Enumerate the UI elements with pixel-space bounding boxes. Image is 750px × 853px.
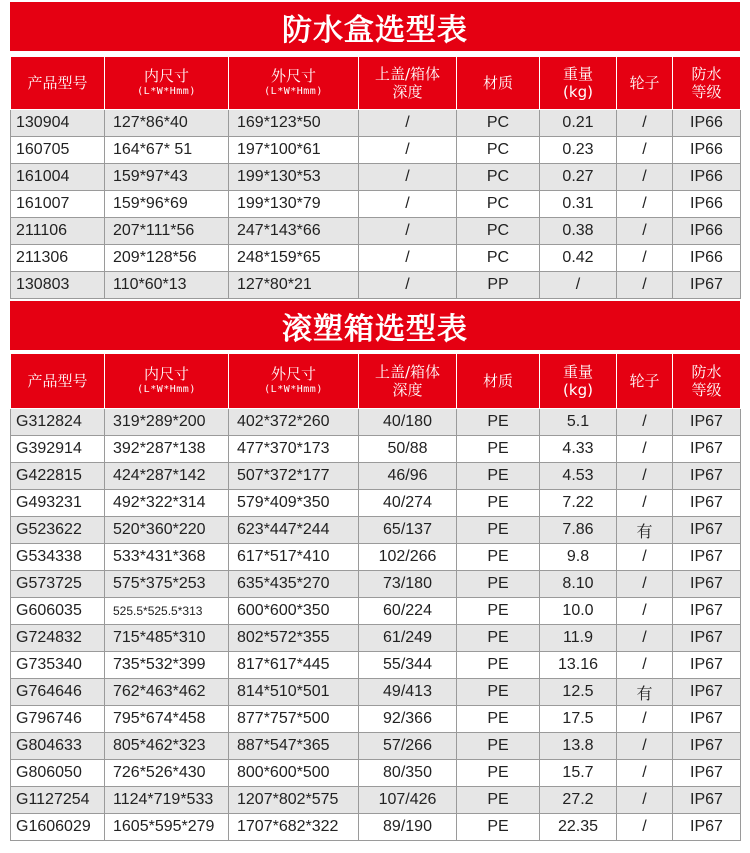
model-cell: G392914 [11,436,105,463]
weight-cell: 0.23 [540,137,617,164]
depth-cell: 40/180 [359,409,457,436]
depth-cell: 50/88 [359,436,457,463]
rating-cell: IP67 [673,571,741,598]
rating-cell: IP67 [673,463,741,490]
rating-cell: IP67 [673,598,741,625]
table-row [11,436,741,463]
model-cell: G606035 [11,598,105,625]
table-row [11,463,741,490]
model-cell: G523622 [11,517,105,544]
weight-cell: 5.1 [540,409,617,436]
rating-cell: IP66 [673,137,741,164]
table-row [11,544,741,571]
weight-cell: 7.86 [540,517,617,544]
depth-cell: / [359,245,457,272]
rating-cell: IP66 [673,110,741,137]
outer-size-cell: 579*409*350 [229,490,359,517]
weight-cell: 4.33 [540,436,617,463]
wheels-cell: / [617,706,673,733]
header-outer-size: 外尺寸 (L*W*Hmm) [229,57,359,110]
header-wheels: 轮子 [617,354,673,409]
depth-cell: 89/190 [359,814,457,841]
inner-size-cell: 520*360*220 [105,517,229,544]
model-cell: G1127254 [11,787,105,814]
inner-size-cell: 735*532*399 [105,652,229,679]
material-cell: PC [457,164,540,191]
depth-cell: 46/96 [359,463,457,490]
header-wheels: 轮子 [617,57,673,110]
table-row [11,272,741,299]
wheels-cell: / [617,571,673,598]
model-cell: 130904 [11,110,105,137]
weight-cell: 9.8 [540,544,617,571]
weight-cell: 13.16 [540,652,617,679]
outer-size-cell: 1207*802*575 [229,787,359,814]
inner-size-cell: 164*67* 51 [105,137,229,164]
weight-cell: 15.7 [540,760,617,787]
depth-cell: / [359,137,457,164]
header-weight: 重量 (kg) [540,57,617,110]
table-row [11,625,741,652]
rating-cell: IP67 [673,679,741,706]
table-row [11,760,741,787]
outer-size-cell: 477*370*173 [229,436,359,463]
weight-cell: 0.21 [540,110,617,137]
weight-cell: 11.9 [540,625,617,652]
wheels-cell: / [617,787,673,814]
rotomolded-box-title: 滚塑箱选型表 [10,301,740,350]
rating-cell: IP67 [673,409,741,436]
material-cell: PE [457,733,540,760]
depth-cell: / [359,164,457,191]
material-cell: PE [457,679,540,706]
rating-cell: IP66 [673,245,741,272]
weight-cell: 27.2 [540,787,617,814]
inner-size-cell: 207*111*56 [105,218,229,245]
weight-cell: 7.22 [540,490,617,517]
depth-cell: 80/350 [359,760,457,787]
table-row [11,598,741,625]
depth-cell: / [359,272,457,299]
model-cell: G573725 [11,571,105,598]
table-row [11,218,741,245]
outer-size-cell: 199*130*53 [229,164,359,191]
depth-cell: 49/413 [359,679,457,706]
outer-size-cell: 887*547*365 [229,733,359,760]
outer-size-cell: 402*372*260 [229,409,359,436]
model-cell: 161004 [11,164,105,191]
material-cell: PE [457,463,540,490]
material-cell: PP [457,272,540,299]
wheels-cell: / [617,760,673,787]
outer-size-cell: 600*600*350 [229,598,359,625]
depth-cell: 61/249 [359,625,457,652]
material-cell: PE [457,571,540,598]
wheels-cell: / [617,598,673,625]
weight-cell: 4.53 [540,463,617,490]
material-cell: PE [457,814,540,841]
table-row [11,814,741,841]
material-cell: PE [457,706,540,733]
depth-cell: / [359,110,457,137]
depth-cell: 73/180 [359,571,457,598]
depth-cell: 92/366 [359,706,457,733]
header-weight: 重量 (kg) [540,354,617,409]
rating-cell: IP67 [673,436,741,463]
table-row [11,733,741,760]
table-row [11,652,741,679]
weight-cell: 0.31 [540,191,617,218]
wheels-cell: 有 [617,517,673,544]
header-inner-size: 内尺寸 (L*W*Hmm) [105,354,229,409]
material-cell: PE [457,544,540,571]
wheels-cell: / [617,733,673,760]
wheels-cell: / [617,463,673,490]
outer-size-cell: 623*447*244 [229,517,359,544]
model-cell: G806050 [11,760,105,787]
inner-size-cell: 715*485*310 [105,625,229,652]
rating-cell: IP67 [673,490,741,517]
weight-cell: 12.5 [540,679,617,706]
wheels-cell: / [617,814,673,841]
material-cell: PE [457,517,540,544]
weight-cell: 10.0 [540,598,617,625]
rating-cell: IP67 [673,733,741,760]
material-cell: PC [457,218,540,245]
header-material: 材质 [457,354,540,409]
rating-cell: IP67 [673,814,741,841]
rating-cell: IP67 [673,544,741,571]
inner-size-cell: 525.5*525.5*313 [105,598,229,625]
rating-cell: IP66 [673,164,741,191]
weight-cell: 0.42 [540,245,617,272]
table-row [11,787,741,814]
rating-cell: IP67 [673,625,741,652]
table-row [11,409,741,436]
depth-cell: 65/137 [359,517,457,544]
wheels-cell: / [617,544,673,571]
depth-cell: 107/426 [359,787,457,814]
wheels-cell: / [617,272,673,299]
model-cell: G493231 [11,490,105,517]
inner-size-cell: 209*128*56 [105,245,229,272]
model-cell: 160705 [11,137,105,164]
model-cell: 161007 [11,191,105,218]
material-cell: PE [457,409,540,436]
depth-cell: 57/266 [359,733,457,760]
wheels-cell: / [617,110,673,137]
model-cell: 211306 [11,245,105,272]
table-row [11,191,741,218]
inner-size-cell: 127*86*40 [105,110,229,137]
table-row [11,137,741,164]
inner-size-cell: 159*96*69 [105,191,229,218]
table-row [11,164,741,191]
wheels-cell: / [617,436,673,463]
weight-cell: 0.38 [540,218,617,245]
depth-cell: / [359,218,457,245]
rating-cell: IP67 [673,517,741,544]
model-cell: G534338 [11,544,105,571]
inner-size-cell: 575*375*253 [105,571,229,598]
header-model: 产品型号 [11,354,105,409]
outer-size-cell: 127*80*21 [229,272,359,299]
table-row [11,245,741,272]
outer-size-cell: 635*435*270 [229,571,359,598]
wheels-cell: / [617,191,673,218]
weight-cell: 0.27 [540,164,617,191]
material-cell: PE [457,787,540,814]
model-cell: 211106 [11,218,105,245]
material-cell: PE [457,760,540,787]
waterproof-box-title: 防水盒选型表 [10,2,740,51]
header-outer-size: 外尺寸 (L*W*Hmm) [229,354,359,409]
header-model: 产品型号 [11,57,105,110]
inner-size-cell: 533*431*368 [105,544,229,571]
rating-cell: IP67 [673,706,741,733]
outer-size-cell: 814*510*501 [229,679,359,706]
weight-cell: / [540,272,617,299]
model-cell: G804633 [11,733,105,760]
material-cell: PC [457,245,540,272]
material-cell: PE [457,625,540,652]
rating-cell: IP66 [673,218,741,245]
rating-cell: IP66 [673,191,741,218]
outer-size-cell: 248*159*65 [229,245,359,272]
table-header-row [11,354,741,409]
inner-size-cell: 726*526*430 [105,760,229,787]
depth-cell: / [359,191,457,218]
weight-cell: 17.5 [540,706,617,733]
inner-size-cell: 392*287*138 [105,436,229,463]
wheels-cell: / [617,218,673,245]
wheels-cell: 有 [617,679,673,706]
header-rating: 防水 等级 [673,57,741,110]
outer-size-cell: 199*130*79 [229,191,359,218]
table-row [11,490,741,517]
rating-cell: IP67 [673,760,741,787]
outer-size-cell: 197*100*61 [229,137,359,164]
table-row [11,571,741,598]
rating-cell: IP67 [673,787,741,814]
header-rating: 防水 等级 [673,354,741,409]
table-row [11,706,741,733]
inner-size-cell: 492*322*314 [105,490,229,517]
material-cell: PE [457,598,540,625]
material-cell: PC [457,110,540,137]
model-cell: G312824 [11,409,105,436]
model-cell: G796746 [11,706,105,733]
weight-cell: 22.35 [540,814,617,841]
table-row [11,679,741,706]
model-cell: G735340 [11,652,105,679]
table-row [11,517,741,544]
wheels-cell: / [617,137,673,164]
model-cell: G724832 [11,625,105,652]
wheels-cell: / [617,245,673,272]
material-cell: PC [457,191,540,218]
weight-cell: 13.8 [540,733,617,760]
inner-size-cell: 1605*595*279 [105,814,229,841]
material-cell: PE [457,490,540,517]
header-depth: 上盖/箱体 深度 [359,57,457,110]
depth-cell: 40/274 [359,490,457,517]
outer-size-cell: 800*600*500 [229,760,359,787]
depth-cell: 60/224 [359,598,457,625]
table-row [11,110,741,137]
depth-cell: 102/266 [359,544,457,571]
inner-size-cell: 159*97*43 [105,164,229,191]
material-cell: PE [457,652,540,679]
rotomolded-box-table [10,353,741,841]
header-material: 材质 [457,57,540,110]
rating-cell: IP67 [673,652,741,679]
outer-size-cell: 247*143*66 [229,218,359,245]
material-cell: PE [457,436,540,463]
depth-cell: 55/344 [359,652,457,679]
inner-size-cell: 1124*719*533 [105,787,229,814]
wheels-cell: / [617,409,673,436]
model-cell: G764646 [11,679,105,706]
outer-size-cell: 877*757*500 [229,706,359,733]
table-header-row [11,57,741,110]
outer-size-cell: 617*517*410 [229,544,359,571]
outer-size-cell: 169*123*50 [229,110,359,137]
wheels-cell: / [617,490,673,517]
header-inner-size: 内尺寸 (L*W*Hmm) [105,57,229,110]
material-cell: PC [457,137,540,164]
outer-size-cell: 507*372*177 [229,463,359,490]
model-cell: 130803 [11,272,105,299]
inner-size-cell: 424*287*142 [105,463,229,490]
wheels-cell: / [617,652,673,679]
outer-size-cell: 1707*682*322 [229,814,359,841]
wheels-cell: / [617,625,673,652]
inner-size-cell: 110*60*13 [105,272,229,299]
outer-size-cell: 817*617*445 [229,652,359,679]
model-cell: G422815 [11,463,105,490]
waterproof-box-table [10,56,741,299]
inner-size-cell: 795*674*458 [105,706,229,733]
wheels-cell: / [617,164,673,191]
model-cell: G1606029 [11,814,105,841]
header-depth: 上盖/箱体 深度 [359,354,457,409]
inner-size-cell: 319*289*200 [105,409,229,436]
weight-cell: 8.10 [540,571,617,598]
outer-size-cell: 802*572*355 [229,625,359,652]
inner-size-cell: 762*463*462 [105,679,229,706]
rating-cell: IP67 [673,272,741,299]
inner-size-cell: 805*462*323 [105,733,229,760]
